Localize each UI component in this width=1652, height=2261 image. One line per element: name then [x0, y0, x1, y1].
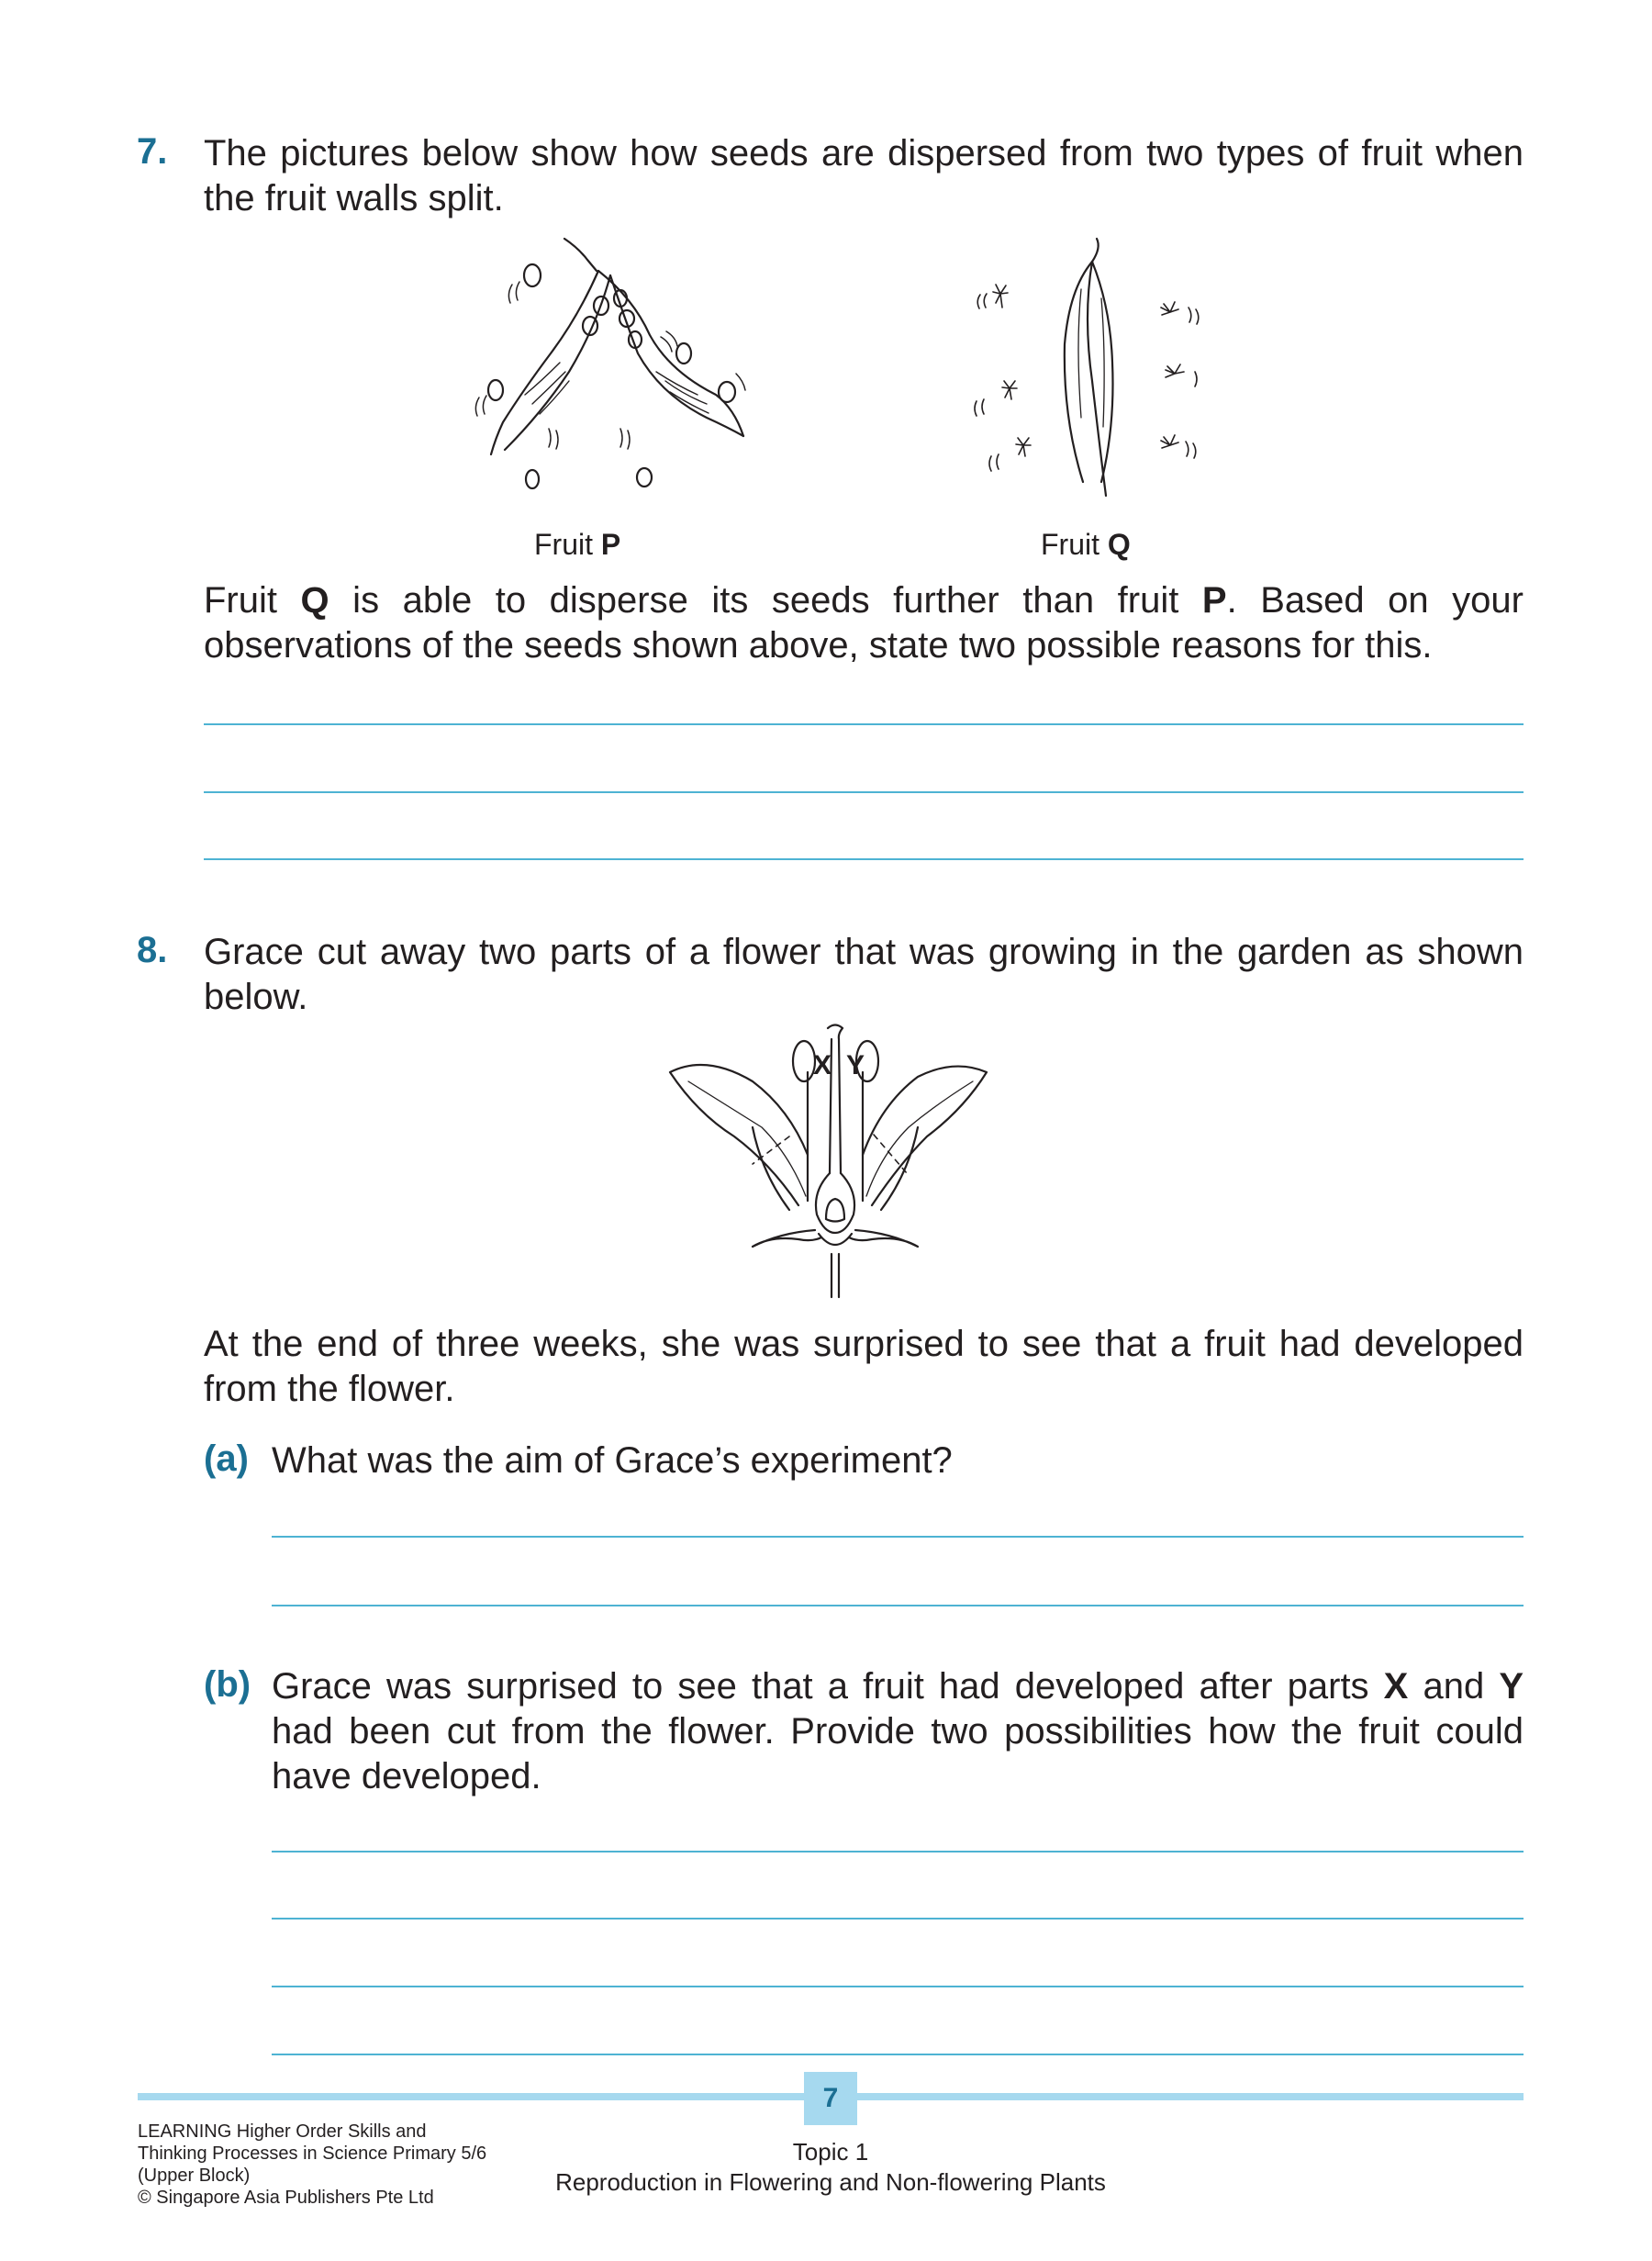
part-b-label: (b) — [204, 1664, 251, 1705]
answer-line[interactable] — [272, 1536, 1524, 1538]
caption-fruit-q: Fruit Q — [1041, 528, 1131, 561]
answer-line[interactable] — [272, 1918, 1524, 1920]
question-7-text: The pictures below show how seeds are dispersed from two types of fruit when the fruit walls split. — [204, 133, 1524, 218]
book-info: LEARNING Higher Order Skills and Thinking Processes in Science Primary 5/6 (Upper Block) © Singapore Asia Publishers Pte Ltd — [138, 2121, 487, 2208]
answer-line[interactable] — [272, 1986, 1524, 1987]
answer-line[interactable] — [204, 791, 1524, 793]
page-number: 7 — [804, 2072, 857, 2125]
question-8-text: Grace cut away two parts of a flower that was growing in the garden as shown below. — [204, 932, 1524, 1017]
answer-line[interactable] — [204, 858, 1524, 860]
fruit-q-illustration — [954, 234, 1230, 509]
topic-info: Topic 1 Reproduction in Flowering and Non-flowering Plants — [555, 2138, 1106, 2196]
question-8-number: 8. — [137, 930, 168, 970]
caption-fruit-p: Fruit P — [534, 528, 621, 561]
flower-illustration — [661, 1017, 1000, 1302]
question-7-number: 7. — [137, 131, 168, 172]
answer-line[interactable] — [272, 1851, 1524, 1852]
answer-line[interactable] — [204, 723, 1524, 725]
part-b-text: Grace was surprised to see that a fruit had developed after parts X and Y had been cut from the flower. Provide two possibilities how the fruit could have developed. — [272, 1666, 1524, 1796]
answer-line[interactable] — [272, 1605, 1524, 1606]
part-a-text: What was the aim of Grace’s experiment? — [272, 1440, 953, 1481]
label-y: Y — [846, 1050, 865, 1080]
fruit-p-illustration — [441, 234, 771, 500]
question-7-prompt: Fruit Q is able to disperse its seeds further than fruit P. Based on your observations of the seeds shown above, state two possible reasons for this. — [204, 580, 1524, 666]
part-a-label: (a) — [204, 1438, 249, 1479]
question-8-observation: At the end of three weeks, she was surprised to see that a fruit had developed from the flower. — [204, 1324, 1524, 1409]
label-x: X — [813, 1050, 832, 1080]
answer-line[interactable] — [272, 2054, 1524, 2055]
